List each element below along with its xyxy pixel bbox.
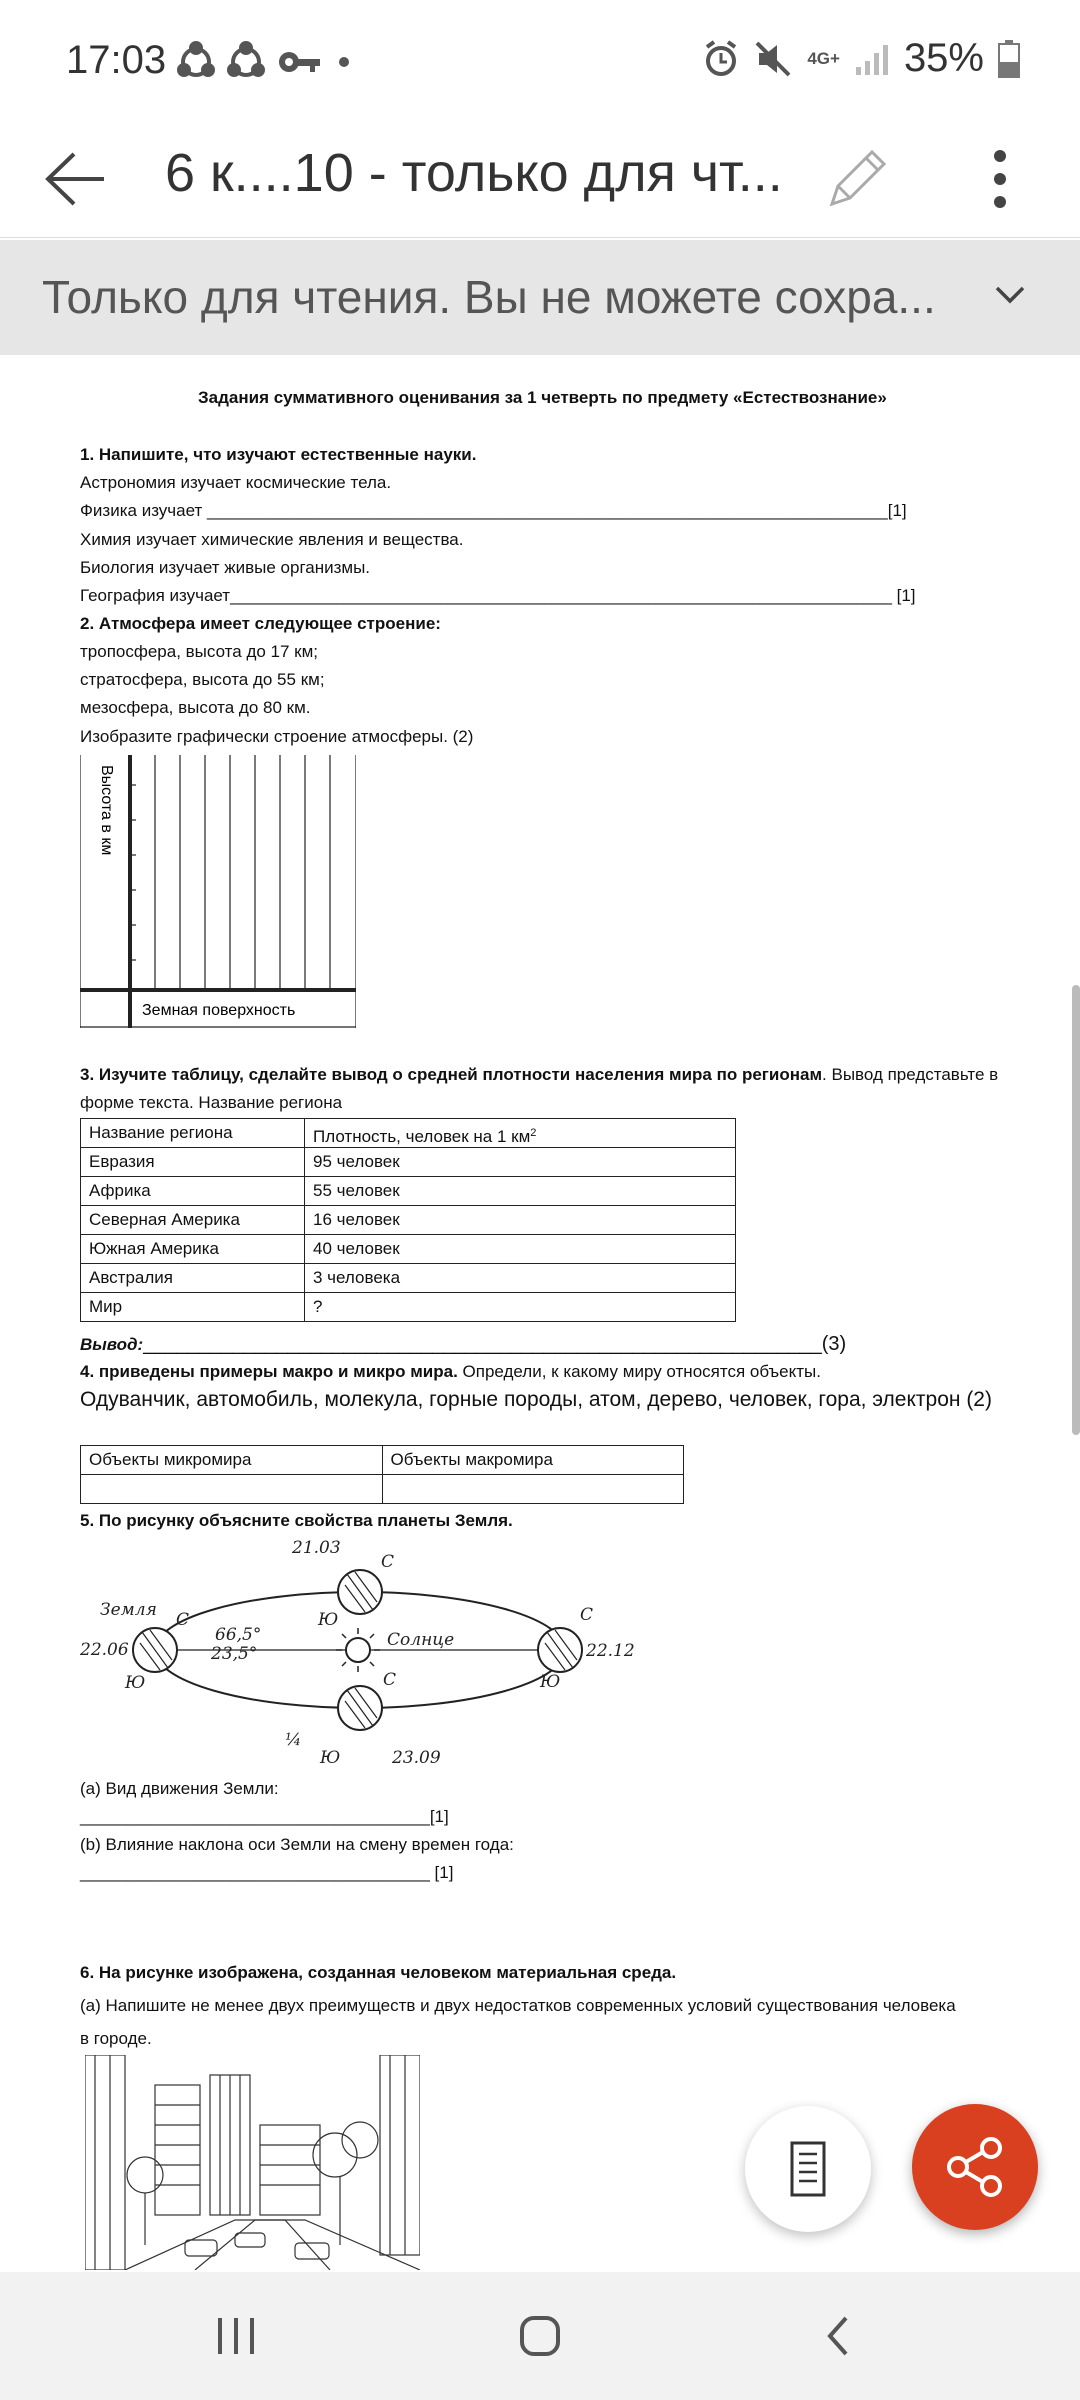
conclusion-line: _____________________________________________________________(3) [143, 1333, 847, 1355]
conclusion-label: Вывод: [80, 1335, 144, 1354]
alarm-icon [703, 39, 739, 79]
banner-text: Только для чтения. Вы не можете сохра... [42, 271, 936, 323]
q4-title-rest: Определи, к какому миру относятся объекты. [457, 1362, 821, 1381]
home-icon[interactable] [500, 2296, 580, 2376]
network-type: 4G+ [807, 48, 840, 68]
atmosphere-grid [80, 755, 356, 1028]
q5-b: (b) Влияние наклона оси Земли на смену времен года: [80, 1835, 514, 1854]
q5-a: (a) Вид движения Земли: [80, 1779, 279, 1798]
table-row [81, 1446, 684, 1475]
navigation-bar [0, 2272, 1080, 2400]
date-label: 22.12 [586, 1641, 635, 1661]
north-label: С [381, 1552, 395, 1572]
q5-a-line: _____________________________________[1] [80, 1807, 449, 1826]
south-label: Ю [320, 1748, 341, 1768]
table-row [81, 1475, 684, 1504]
angle-label: 66,5° [215, 1625, 262, 1645]
q3-line2: форме текста. Название региона [80, 1093, 343, 1112]
document-heading: Задания суммативного оценивания за 1 четверть по предмету «Естествознание» [198, 388, 887, 407]
table-cell: ? [305, 1293, 736, 1322]
q1-line: Физика изучает ________________________________________________________________________[1] [80, 501, 907, 520]
pencil-icon[interactable] [810, 134, 900, 224]
signal-icon [854, 41, 890, 77]
q3-title-line [80, 1065, 998, 1085]
document-icon [745, 2106, 871, 2232]
battery-percent: 35% [903, 36, 984, 80]
earth-label: Земля [100, 1600, 157, 1620]
table-row [81, 1119, 736, 1148]
south-label: Ю [318, 1610, 339, 1630]
quarter-label: ¼ [285, 1730, 302, 1750]
table-cell: 40 человек [305, 1235, 736, 1264]
q1-line: Биология изучает живые организмы. [80, 558, 371, 577]
north-label: С [176, 1610, 190, 1630]
q4-objects: Одуванчик, автомобиль, молекула, горные породы, атом, дерево, человек, гора, электрон (2) [80, 1388, 992, 1411]
table-cell: Северная Америка [81, 1206, 305, 1235]
q5-title: 5. По рисунку объясните свойства планеты Земля. [80, 1511, 513, 1530]
table-row [81, 1177, 736, 1206]
share-button[interactable] [912, 2104, 1038, 2230]
q1-line: Химия изучает химические явления и вещества. [80, 530, 464, 549]
table-cell: Африка [81, 1177, 305, 1206]
document-title: 6 к....10 - только для чт... [165, 143, 783, 203]
sync-icon [179, 43, 213, 75]
north-label: С [580, 1605, 594, 1625]
status-left-icons [176, 40, 376, 84]
q6-title: 6. На рисунке изображена, созданная человеком материальная среда. [80, 1963, 677, 1982]
q1-line: География изучает______________________________________________________________________ [1] [80, 586, 916, 605]
status-time: 17:03 [66, 38, 167, 82]
battery-icon [998, 40, 1020, 78]
q3-title: 3. Изучите таблицу, сделайте вывод о средней плотности населения мира по регионам [80, 1065, 823, 1084]
mute-icon [753, 39, 793, 79]
back-arrow-icon[interactable] [36, 134, 126, 224]
read-only-banner[interactable] [0, 240, 1080, 355]
table-cell: Австралия [81, 1264, 305, 1293]
density-table [80, 1118, 736, 1322]
q2-title: 2. Атмосфера имеет следующее строение: [80, 614, 441, 633]
q2-line: мезосфера, высота до 80 км. [80, 698, 311, 717]
key-icon [279, 52, 320, 72]
table-header-cell: Объекты микромира [81, 1446, 383, 1475]
date-label: 21.03 [292, 1538, 341, 1558]
micro-macro-table [80, 1445, 684, 1504]
scroll-indicator[interactable] [1072, 985, 1080, 1435]
superscript: 2 [530, 1127, 537, 1139]
earth-orbit-figure [80, 1535, 640, 1785]
status-right-icons [703, 36, 1020, 81]
table-cell: 55 человек [305, 1177, 736, 1206]
table-header-cell: Название региона [81, 1119, 305, 1148]
conclusion [80, 1333, 846, 1356]
chevron-down-icon[interactable] [985, 270, 1035, 320]
table-header-cell [305, 1119, 736, 1148]
q3-title-rest: . Вывод представьте в [822, 1065, 999, 1084]
q6-a-line: в городе. [80, 2029, 152, 2048]
table-row [81, 1264, 736, 1293]
document-view-button[interactable] [745, 2106, 871, 2232]
document-page [0, 355, 1080, 2272]
table-cell: 16 человек [305, 1206, 736, 1235]
table-cell: Южная Америка [81, 1235, 305, 1264]
table-cell: Евразия [81, 1148, 305, 1177]
table-row [81, 1235, 736, 1264]
q1-line: Астрономия изучает космические тела. [80, 473, 392, 492]
dot-icon [339, 57, 349, 67]
date-label: 22.06 [80, 1640, 129, 1660]
surface-label: Земная поверхность [142, 1002, 296, 1019]
q6-a-line: (a) Напишите не менее двух преимуществ и двух недостатков современных условий существования человека [80, 1996, 956, 2015]
city-sketch-image [85, 2055, 420, 2270]
sun-label: Солнце [387, 1630, 455, 1650]
y-axis-label: Высота в км [98, 765, 115, 856]
table-cell: 3 человека [305, 1264, 736, 1293]
table-cell [382, 1475, 684, 1504]
north-label: С [383, 1670, 397, 1690]
table-header-cell: Объекты макромира [382, 1446, 684, 1475]
date-label: 23.09 [392, 1748, 441, 1768]
table-row [81, 1293, 736, 1322]
share-icon [912, 2104, 1038, 2230]
status-bar [0, 0, 1080, 120]
q2-line: тропосфера, высота до 17 км; [80, 642, 319, 661]
table-cell: 95 человек [305, 1148, 736, 1177]
table-row [81, 1148, 736, 1177]
south-label: Ю [125, 1673, 146, 1693]
table-row [81, 1206, 736, 1235]
q4-title: 4. приведены примеры макро и микро мира. [80, 1362, 458, 1381]
more-vert-icon[interactable] [960, 134, 1040, 224]
back-icon[interactable] [800, 2296, 880, 2376]
app-bar [0, 120, 1080, 238]
q2-line: стратосфера, высота до 55 км; [80, 670, 325, 689]
q2-line: Изобразите графически строение атмосферы. (2) [80, 727, 474, 746]
south-label: Ю [540, 1672, 561, 1692]
q1-title: 1. Напишите, что изучают естественные науки. [80, 445, 477, 464]
q5-b-line: _____________________________________ [1] [80, 1863, 454, 1882]
table-cell [81, 1475, 383, 1504]
recents-icon[interactable] [196, 2296, 276, 2376]
angle-label: 23,5° [211, 1644, 258, 1664]
sync-icon [229, 43, 263, 75]
table-cell: Мир [81, 1293, 305, 1322]
q4-title-line [80, 1362, 821, 1382]
density-header-text: Плотность, человек на 1 км [313, 1127, 531, 1146]
